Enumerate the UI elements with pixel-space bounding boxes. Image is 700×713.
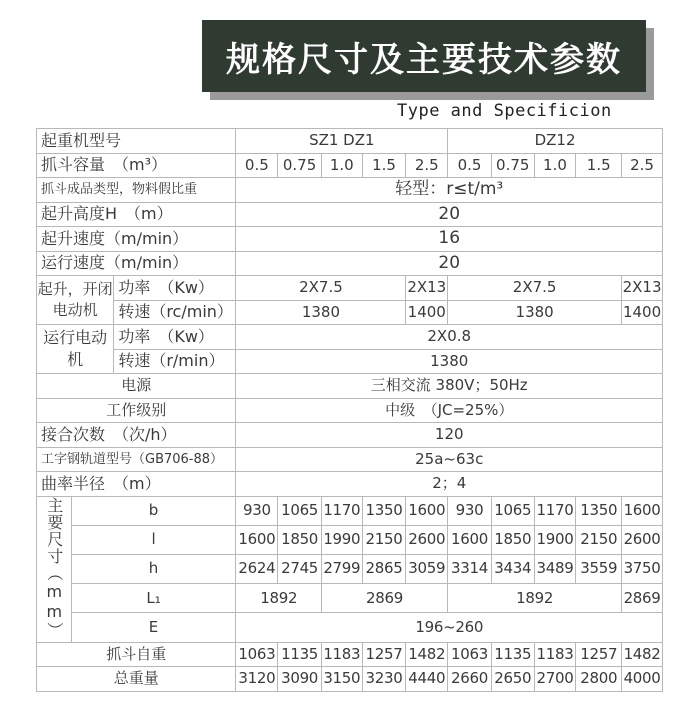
starts-value: 120 [236, 423, 663, 448]
table-cell: 2700 [534, 667, 576, 692]
table-cell: 2X13 [406, 276, 448, 301]
table-cell: 1257 [362, 642, 406, 667]
table-cell: 3090 [278, 667, 322, 692]
spec-table [36, 128, 663, 692]
table-row [37, 667, 663, 692]
table-cell: 1183 [534, 642, 576, 667]
dim-e-value: 196~260 [236, 613, 663, 642]
page-subtitle: Type and Specificion [397, 101, 612, 121]
table-row [37, 496, 663, 525]
table-cell: 0.75 [491, 153, 534, 178]
table-cell: 1183 [321, 642, 362, 667]
table-row [37, 251, 663, 276]
table-cell: 1350 [576, 496, 622, 525]
table-cell: 1900 [534, 525, 576, 554]
grab-weight-label: 抓斗自重 [37, 642, 236, 667]
table-cell: 3059 [406, 554, 448, 583]
dim-b-label: b [71, 496, 236, 525]
table-cell: 2624 [236, 554, 278, 583]
table-row [37, 276, 663, 301]
table-row [37, 554, 663, 583]
table-cell: 2660 [448, 667, 492, 692]
radius-label: 曲率半径 （m） [37, 472, 236, 497]
table-cell: 1135 [491, 642, 534, 667]
travel-rpm-label: 转速（r/min） [114, 349, 236, 374]
table-cell: 2865 [362, 554, 406, 583]
table-cell: 1380 [236, 300, 406, 325]
duty-value: 中级 （JC=25%） [236, 398, 663, 423]
lift-height-value: 20 [236, 202, 663, 227]
table-cell: 0.5 [448, 153, 492, 178]
capacity-label: 抓斗容量 （m³） [37, 153, 236, 178]
table-cell: 1482 [406, 642, 448, 667]
table-row [37, 398, 663, 423]
table-cell: 2X13 [622, 276, 663, 301]
table-cell: 1600 [622, 496, 663, 525]
table-row [37, 227, 663, 252]
model-dz12: DZ12 [448, 129, 663, 154]
table-cell: 4000 [622, 667, 663, 692]
table-cell: 1400 [622, 300, 663, 325]
table-cell: 2799 [321, 554, 362, 583]
table-cell: 1892 [236, 584, 321, 613]
table-row [37, 472, 663, 497]
table-cell: 1482 [622, 642, 663, 667]
table-cell: 2745 [278, 554, 322, 583]
table-cell: 2869 [321, 584, 447, 613]
table-row [37, 447, 663, 472]
lift-speed-value: 16 [236, 227, 663, 252]
table-cell: 1400 [406, 300, 448, 325]
table-cell: 1380 [448, 300, 622, 325]
table-cell: 930 [448, 496, 492, 525]
table-cell: 1063 [236, 642, 278, 667]
table-cell: 1170 [321, 496, 362, 525]
table-cell: 1600 [448, 525, 492, 554]
hoist-speed-label: 转速（rc/min） [114, 300, 236, 325]
table-cell: 3434 [491, 554, 534, 583]
table-cell: 4440 [406, 667, 448, 692]
dims-label [37, 496, 72, 642]
table-row [37, 642, 663, 667]
table-cell: 3314 [448, 554, 492, 583]
table-cell: 3559 [576, 554, 622, 583]
table-cell: 1892 [448, 584, 622, 613]
table-cell: 1257 [576, 642, 622, 667]
table-row [37, 584, 663, 613]
dim-h-label: h [71, 554, 236, 583]
table-cell: 2.5 [622, 153, 663, 178]
table-row [37, 525, 663, 554]
lift-speed-label: 起升速度（m/min） [37, 227, 236, 252]
table-cell: 2600 [406, 525, 448, 554]
travel-rpm-value: 1380 [236, 349, 663, 374]
table-row [37, 349, 663, 374]
travel-power-value: 2X0.8 [236, 325, 663, 350]
table-cell: 0.75 [278, 153, 322, 178]
table-row [37, 202, 663, 227]
table-cell: 3230 [362, 667, 406, 692]
table-cell: 2869 [622, 584, 663, 613]
table-row [37, 178, 663, 203]
table-cell: 1600 [236, 525, 278, 554]
radius-value: 2；4 [236, 472, 663, 497]
table-cell: 1135 [278, 642, 322, 667]
table-cell: 2X7.5 [448, 276, 622, 301]
duty-label: 工作级别 [37, 398, 236, 423]
starts-label: 接合次数 （次/h） [37, 423, 236, 448]
table-row [37, 325, 663, 350]
dim-e-label: E [71, 613, 236, 642]
table-cell: 1.5 [576, 153, 622, 178]
travel-speed-label: 运行速度（m/min） [37, 251, 236, 276]
model-sz-dz1: SZ1 DZ1 [236, 129, 448, 154]
table-cell: 2X7.5 [236, 276, 406, 301]
rail-value: 25a~63c [236, 447, 663, 472]
table-cell: 3489 [534, 554, 576, 583]
table-cell: 1.5 [362, 153, 406, 178]
page-title: 规格尺寸及主要技术参数 [202, 20, 646, 92]
grab-type-value: 轻型：r≤t/m³ [236, 178, 663, 203]
table-cell: 1350 [362, 496, 406, 525]
power-source-label: 电源 [37, 374, 236, 399]
grab-type-label: 抓斗成品类型，物料假比重 [37, 178, 236, 203]
dims-label-text: 主要尺寸（mm） [44, 496, 64, 639]
table-cell: 2650 [491, 667, 534, 692]
table-cell: 2600 [622, 525, 663, 554]
table-row [37, 153, 663, 178]
table-cell: 1.0 [534, 153, 576, 178]
table-row [37, 613, 663, 642]
hoist-power-label: 功率 （Kw） [114, 276, 236, 301]
dim-l-label: l [71, 525, 236, 554]
power-source-value: 三相交流 380V；50Hz [236, 374, 663, 399]
table-row [37, 300, 663, 325]
table-row [37, 129, 663, 154]
rail-label: 工字钢轨道型号（GB706-88） [37, 447, 236, 472]
travel-motor-label: 运行电动机 [37, 325, 114, 374]
table-cell: 1600 [406, 496, 448, 525]
table-row [37, 374, 663, 399]
table-cell: 3750 [622, 554, 663, 583]
total-weight-label: 总重量 [37, 667, 236, 692]
table-cell: 2.5 [406, 153, 448, 178]
model-label: 起重机型号 [37, 129, 236, 154]
table-cell: 1170 [534, 496, 576, 525]
travel-speed-value: 20 [236, 251, 663, 276]
table-cell: 1850 [278, 525, 322, 554]
table-cell: 3120 [236, 667, 278, 692]
table-cell: 2800 [576, 667, 622, 692]
table-cell: 930 [236, 496, 278, 525]
table-cell: 1850 [491, 525, 534, 554]
table-cell: 1063 [448, 642, 492, 667]
table-cell: 0.5 [236, 153, 278, 178]
table-cell: 1990 [321, 525, 362, 554]
dim-l1-label: L₁ [71, 584, 236, 613]
travel-power-label: 功率 （Kw） [114, 325, 236, 350]
table-cell: 1065 [278, 496, 322, 525]
table-row [37, 423, 663, 448]
lift-height-label: 起升高度H （m） [37, 202, 236, 227]
table-cell: 2150 [576, 525, 622, 554]
table-cell: 3150 [321, 667, 362, 692]
table-cell: 2150 [362, 525, 406, 554]
table-cell: 1.0 [321, 153, 362, 178]
table-cell: 1065 [491, 496, 534, 525]
hoist-motor-label: 起升，开闭电动机 [37, 276, 114, 325]
